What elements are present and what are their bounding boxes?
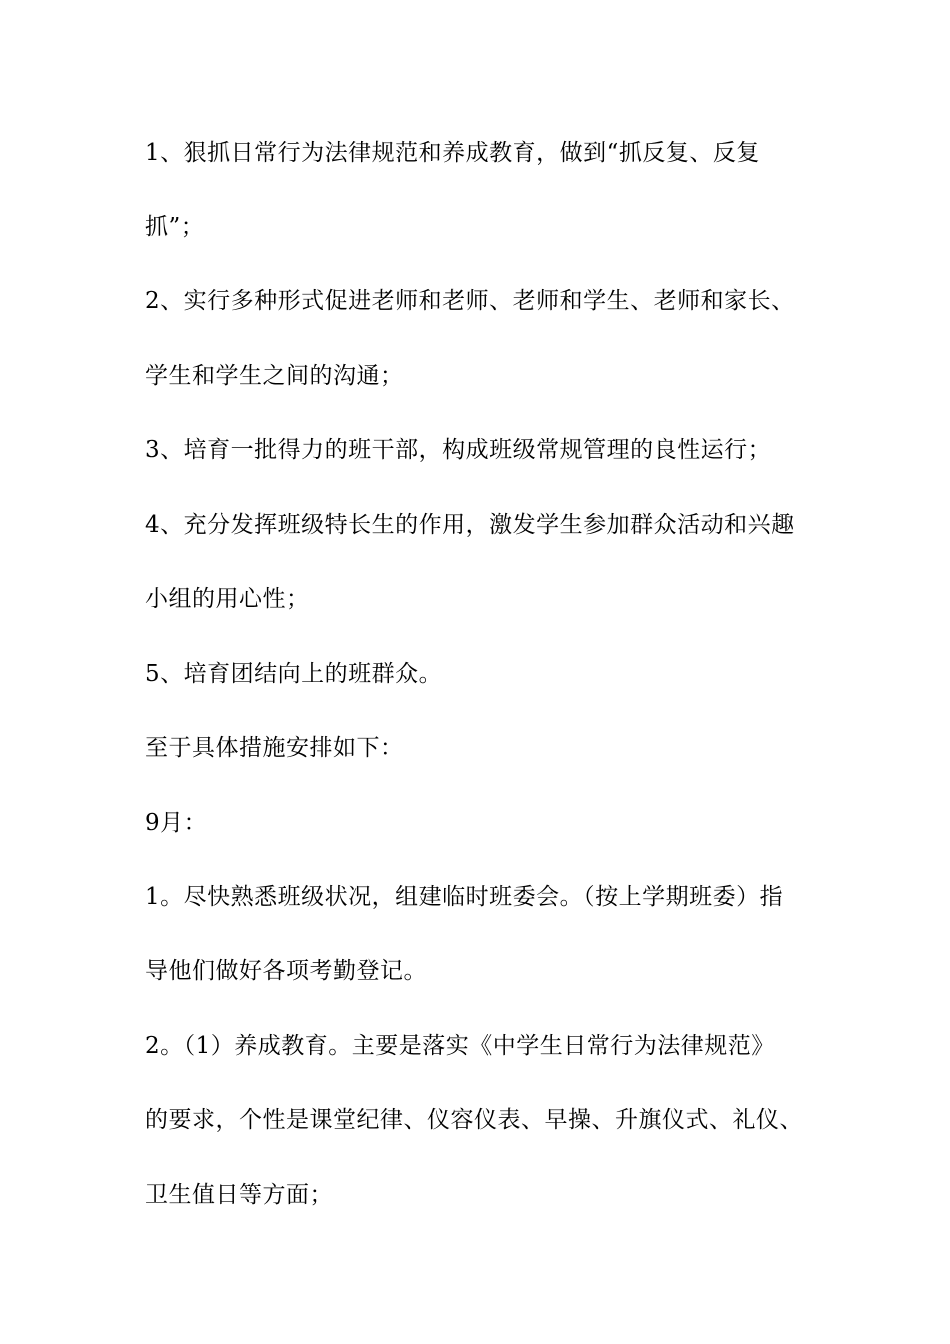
text-line-11: 1。尽快熟悉班级状况，组建临时班委会。（按上学期班委）指 — [145, 884, 784, 910]
text-line-4: 学生和学生之间的沟通； — [145, 363, 404, 389]
text-line-5: 3、培育一批得力的班干部，构成班级常规管理的良性运行； — [145, 437, 772, 463]
text-line-15: 卫生值日等方面； — [145, 1182, 333, 1208]
text-line-3: 2、实行多种形式促进老师和老师、老师和学生、老师和家长、 — [145, 288, 795, 314]
text-line-13: 2。（1）养成教育。主要是落实《中学生日常行为法律规范》 — [145, 1033, 775, 1059]
text-line-7: 小组的用心性； — [145, 586, 310, 612]
text-line-12: 导他们做好各项考勤登记。 — [145, 958, 427, 984]
text-line-9: 至于具体措施安排如下： — [145, 735, 404, 761]
text-line-8: 5、培育团结向上的班群众。 — [145, 661, 443, 687]
text-line-6: 4、充分发挥班级特长生的作用，激发学生参加群众活动和兴趣 — [145, 512, 795, 538]
text-line-14: 的要求，个性是课堂纪律、仪容仪表、早操、升旗仪式、礼仪、 — [145, 1107, 803, 1133]
text-line-10: 9月： — [145, 810, 208, 836]
text-line-2: 抓”； — [145, 214, 205, 240]
text-line-1: 1、狠抓日常行为法律规范和养成教育，做到“抓反复、反复 — [145, 140, 760, 166]
